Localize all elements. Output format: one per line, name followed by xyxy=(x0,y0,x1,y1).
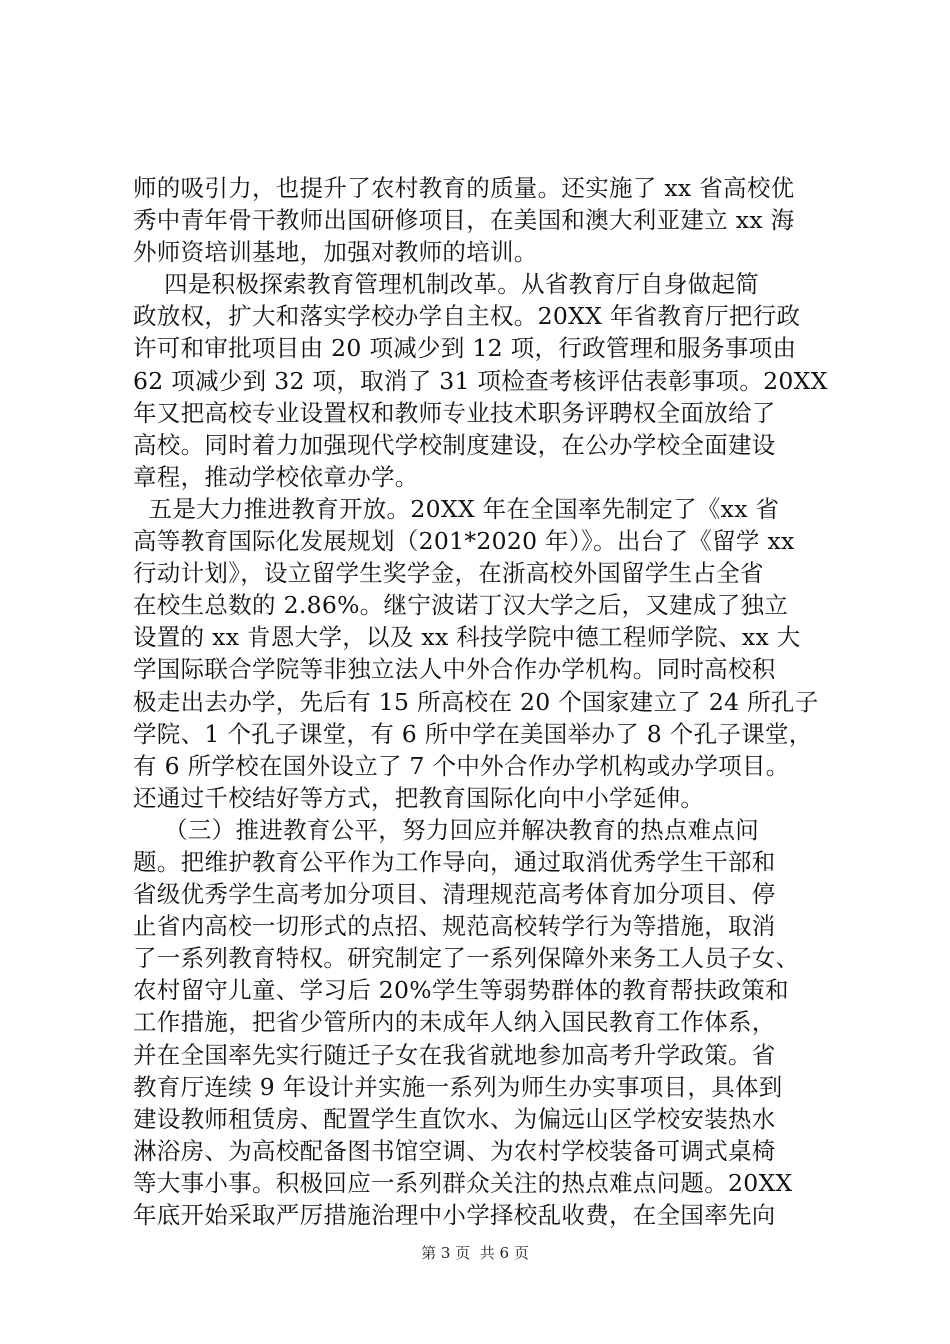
text-line: 等大事小事。积极回应一系列群众关注的热点难点问题。20XX xyxy=(133,1168,793,1197)
text-line: 年又把高校专业设置权和教师专业技术职务评聘权全面放给了 xyxy=(133,398,776,427)
text-line: 淋浴房、为高校配备图书馆空调、为农村学校装备可调式桌椅 xyxy=(133,1136,776,1165)
text-line: 62 项减少到 32 项，取消了 31 项检查考核评估表彰事项。20XX xyxy=(133,366,828,395)
text-line: 在校生总数的 2.86%。继宁波诺丁汉大学之后，又建成了独立 xyxy=(133,591,789,620)
text-line: 极走出去办学，先后有 15 所高校在 20 个国家建立了 24 所孔子 xyxy=(133,687,819,716)
text-line: 建设教师租赁房、配置学生直饮水、为偏远山区学校安装热水 xyxy=(133,1104,776,1133)
text-line: 秀中青年骨干教师出国研修项目，在美国和澳大利亚建立 xx 海 xyxy=(133,206,795,235)
text-line: 工作措施，把省少管所内的未成年人纳入国民教育工作体系， xyxy=(133,1008,776,1037)
page-number-footer: 第 3 页 共 6 页 xyxy=(421,1244,529,1262)
text-line: 并在全国率先实行随迁子女在我省就地参加高考升学政策。省 xyxy=(133,1040,776,1069)
text-line: （三）推进教育公平，努力回应并解决教育的热点难点问 xyxy=(133,815,760,844)
text-line: 四是积极探索教育管理机制改革。从省教育厅自身做起简 xyxy=(133,270,760,299)
text-line: 政放权，扩大和落实学校办学自主权。20XX 年省教育厅把行政 xyxy=(133,302,801,331)
text-line: 有 6 所学校在国外设立了 7 个中外合作办学机构或办学项目。 xyxy=(133,751,790,780)
text-line: 还通过千校结好等方式，把教育国际化向中小学延伸。 xyxy=(133,783,705,812)
text-line: 许可和审批项目由 20 项减少到 12 项，行政管理和服务事项由 xyxy=(133,334,797,363)
text-line: 外师资培训基地，加强对教师的培训。 xyxy=(133,238,538,267)
text-line: 章程，推动学校依章办学。 xyxy=(133,462,419,491)
text-line: 题。把维护教育公平作为工作导向，通过取消优秀学生干部和 xyxy=(133,847,776,876)
text-line: 高等教育国际化发展规划（201*2020 年）》。出台了《留学 xx xyxy=(133,527,795,556)
text-line: 学国际联合学院等非独立法人中外合作办学机构。同时高校积 xyxy=(133,655,776,684)
text-line: 五是大力推进教育开放。20XX 年在全国率先制定了《xx 省 xyxy=(133,494,780,523)
text-line: 高校。同时着力加强现代学校制度建设，在公办学校全面建设 xyxy=(133,430,776,459)
text-line: 教育厅连续 9 年设计并实施一系列为师生办实事项目，具体到 xyxy=(133,1072,783,1101)
body-text xyxy=(133,172,833,1231)
text-line: 师的吸引力，也提升了农村教育的质量。还实施了 xx 省高校优 xyxy=(133,174,795,202)
text-line: 行动计划》，设立留学生奖学金，在浙高校外国留学生占全省 xyxy=(133,559,764,588)
text-line: 农村留守儿童、学习后 20%学生等弱势群体的教育帮扶政策和 xyxy=(133,976,789,1005)
text-line: 止省内高校一切形式的点招、规范高校转学行为等措施，取消 xyxy=(133,912,776,941)
text-line: 设置的 xx 肯恩大学，以及 xx 科技学院中德工程师学院、xx 大 xyxy=(133,623,801,652)
text-line: 学院、1 个孔子课堂，有 6 所中学在美国举办了 8 个孔子课堂， xyxy=(133,719,813,748)
text-line: 省级优秀学生高考加分项目、清理规范高考体育加分项目、停 xyxy=(133,880,776,909)
text-line: 年底开始采取严厉措施治理中小学择校乱收费，在全国率先向 xyxy=(133,1201,776,1229)
text-line: 了一系列教育特权。研究制定了一系列保障外来务工人员子女、 xyxy=(133,944,800,973)
